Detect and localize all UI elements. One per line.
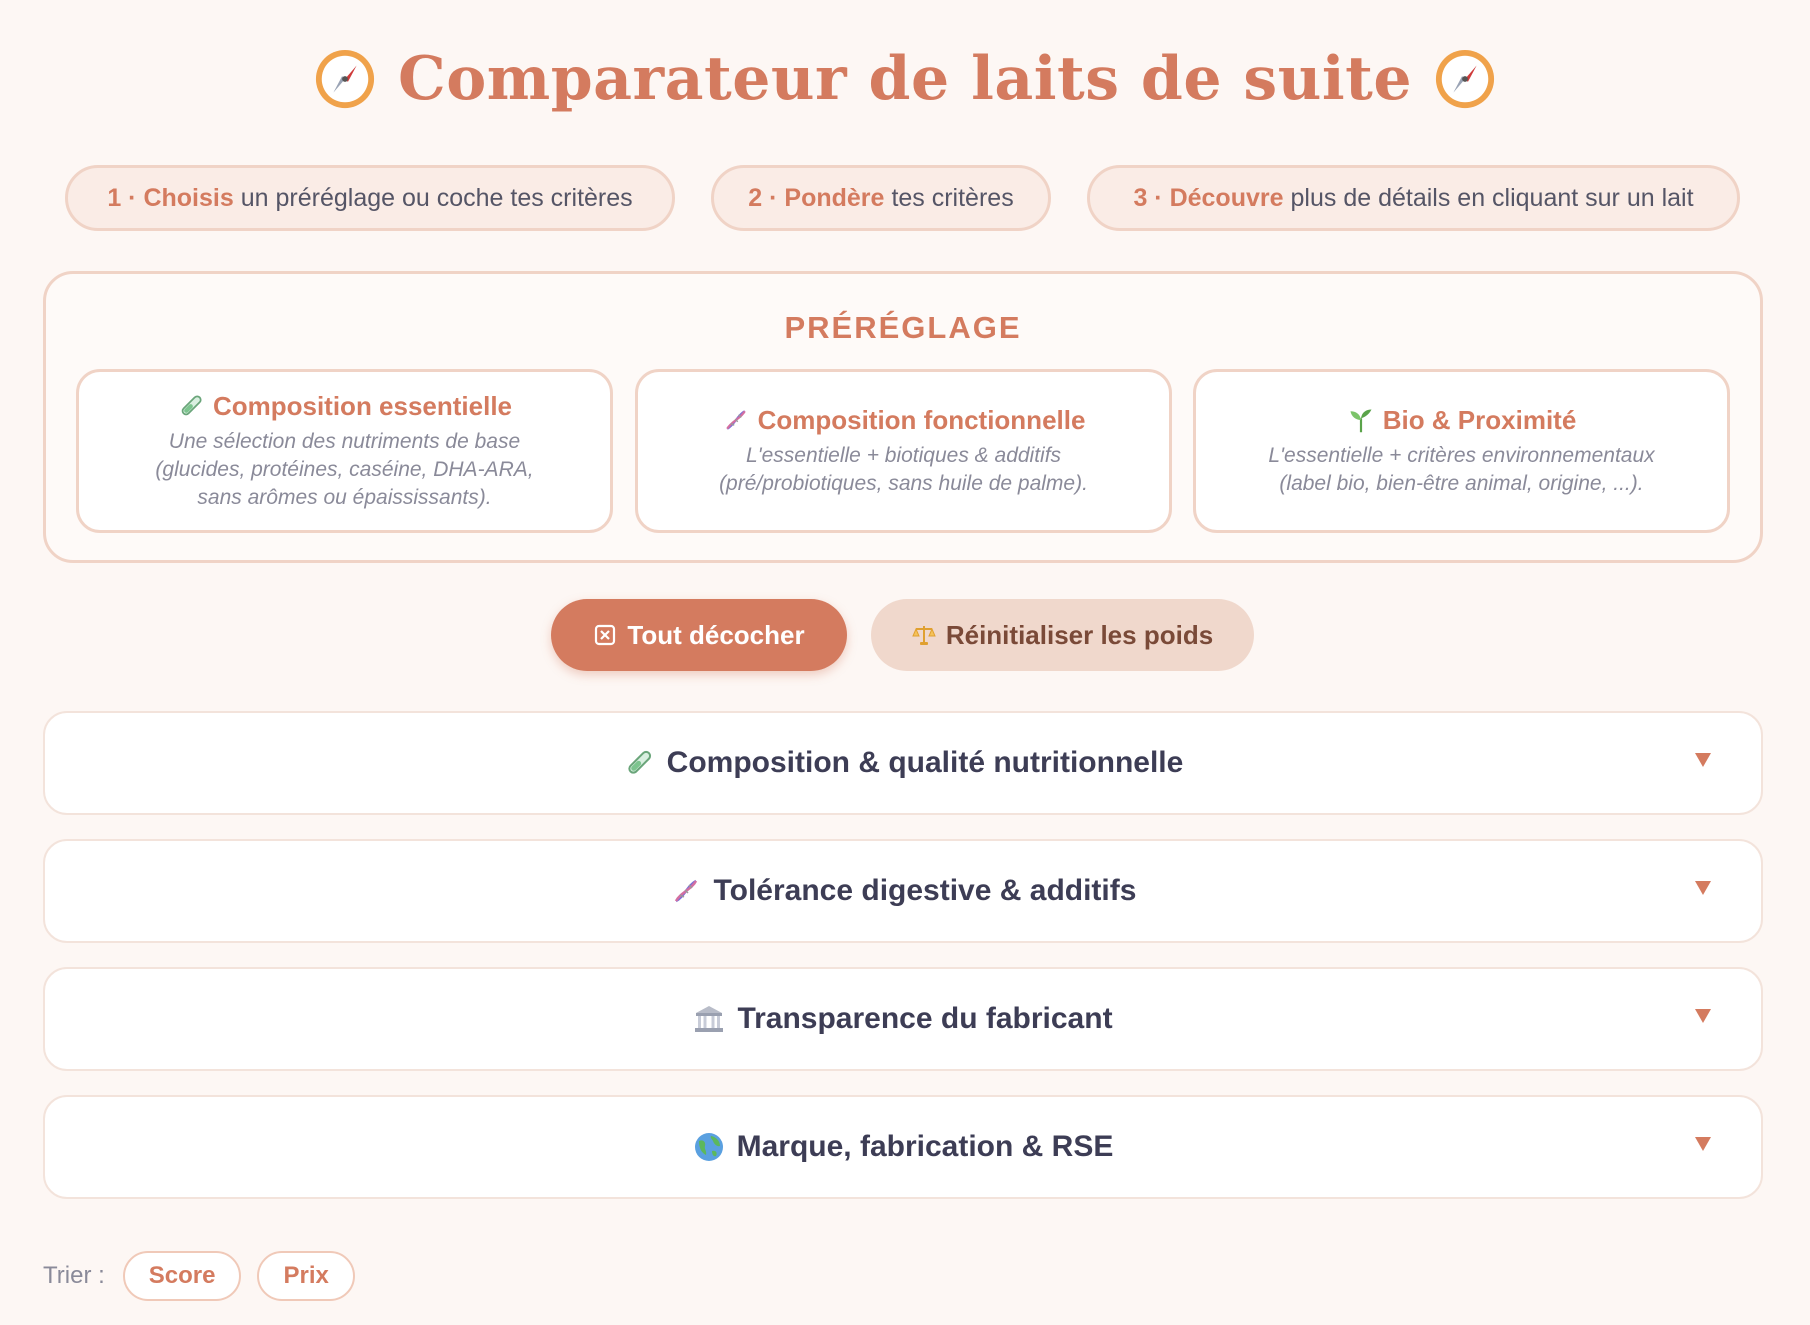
- preset-panel: [43, 271, 1763, 563]
- description-line: sans arômes ou épaississants).: [197, 485, 492, 509]
- preset-card-title: [177, 391, 512, 422]
- section-title: Composition & qualité nutritionnelle: [666, 746, 1184, 779]
- section-composition-nutritionnelle[interactable]: [43, 711, 1763, 815]
- chevron-down-icon[interactable]: [1693, 879, 1713, 897]
- preset-title: PRÉRÉGLAGE: [784, 310, 1022, 345]
- step-number: 2 · Pondère: [748, 183, 885, 212]
- preset-card-description: [719, 442, 1088, 498]
- preset-card-description: [155, 428, 533, 512]
- section-header: [45, 969, 1761, 1069]
- description-line: L'essentielle + biotiques & additifs: [745, 443, 1062, 467]
- globe-icon: [693, 1131, 725, 1163]
- chevron-down-icon[interactable]: [1693, 1135, 1713, 1153]
- preset-card-label: Composition essentielle: [212, 390, 513, 421]
- preset-card-bio-proximite[interactable]: [1193, 369, 1730, 533]
- dna-icon: [670, 875, 702, 907]
- action-bar: [0, 599, 1810, 671]
- description-line: (glucides, protéines, caséine, DHA-ARA,: [155, 457, 534, 481]
- step-number: 3 · Découvre: [1133, 183, 1284, 212]
- preset-card-title: [722, 405, 1086, 436]
- preset-card-composition-fonctionnelle[interactable]: [635, 369, 1172, 533]
- test-tube-icon: [177, 392, 205, 420]
- description-line: (pré/probiotiques, sans huile de palme).: [719, 471, 1088, 495]
- page-header: [0, 44, 1810, 114]
- balance-scale-icon: [912, 623, 936, 647]
- steps-bar: [0, 165, 1810, 231]
- description-line: Une sélection des nutriments de base: [168, 429, 521, 453]
- section-title: Tolérance digestive & additifs: [713, 874, 1137, 907]
- dna-icon: [722, 406, 750, 434]
- preset-card-description: [1268, 442, 1654, 498]
- compass-icon: [314, 48, 376, 110]
- step-3-pill: [1087, 165, 1740, 231]
- preset-card-label: Bio & Proximité: [1382, 404, 1577, 435]
- reset-weights-label: Réinitialiser les poids: [945, 619, 1214, 650]
- step-1-pill: [65, 165, 675, 231]
- reset-weights-button[interactable]: [871, 599, 1254, 671]
- page-title: Comparateur de laits de suite: [397, 44, 1413, 114]
- preset-card-label: Composition fonctionnelle: [757, 404, 1086, 435]
- description-line: (label bio, bien-être animal, origine, ...).: [1279, 471, 1644, 495]
- checkbox-x-icon: [593, 623, 617, 647]
- test-tube-icon: [623, 747, 655, 779]
- section-transparence-fabricant[interactable]: [43, 967, 1763, 1071]
- classical-building-icon: [693, 1003, 725, 1035]
- section-marque-rse[interactable]: [43, 1095, 1763, 1199]
- chevron-down-icon[interactable]: [1693, 1007, 1713, 1025]
- step-text: un préréglage ou coche tes critères: [240, 183, 633, 212]
- step-text: plus de détails en cliquant sur un lait: [1290, 183, 1694, 212]
- section-tolerance-digestive[interactable]: [43, 839, 1763, 943]
- step-text: tes critères: [891, 183, 1014, 212]
- step-2-pill: [711, 165, 1051, 231]
- sort-by-price-button[interactable]: Prix: [257, 1251, 354, 1301]
- sort-by-score-button[interactable]: Score: [123, 1251, 242, 1301]
- section-header: [45, 713, 1761, 813]
- seedling-icon: [1347, 406, 1375, 434]
- description-line: L'essentielle + critères environnementaux: [1268, 443, 1655, 467]
- preset-card-composition-essentielle[interactable]: [76, 369, 613, 533]
- chevron-down-icon[interactable]: [1693, 751, 1713, 769]
- section-header: [45, 841, 1761, 941]
- sort-label: Trier :: [43, 1262, 105, 1289]
- section-header: [45, 1097, 1761, 1197]
- compass-icon: [1434, 48, 1496, 110]
- preset-card-title: [1347, 405, 1577, 436]
- section-title: Marque, fabrication & RSE: [736, 1130, 1114, 1163]
- uncheck-all-button[interactable]: [551, 599, 847, 671]
- step-number: 1 · Choisis: [107, 183, 234, 212]
- sort-bar: [43, 1251, 355, 1301]
- uncheck-all-label: Tout décocher: [627, 619, 805, 650]
- section-title: Transparence du fabricant: [737, 1002, 1113, 1035]
